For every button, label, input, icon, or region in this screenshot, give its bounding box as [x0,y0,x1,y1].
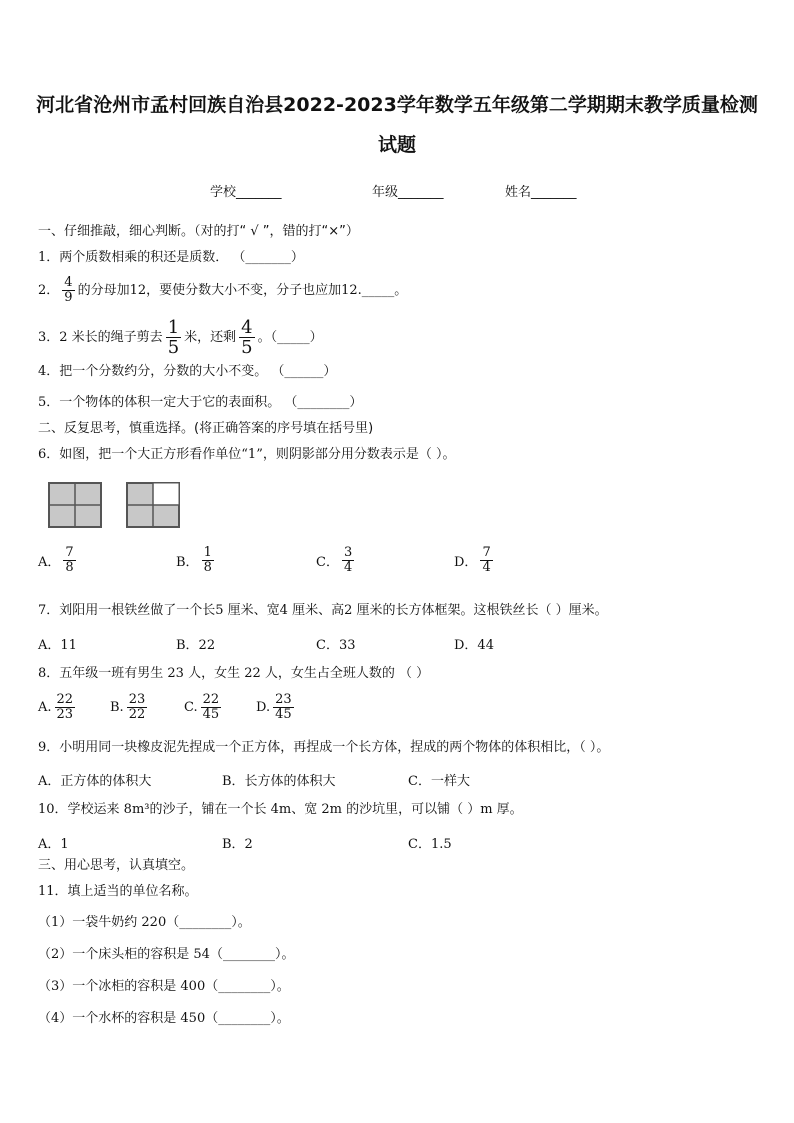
q6-b-den: 8 [203,560,212,575]
q6-figure-full [48,482,102,528]
q7-option-a: A．11 [38,638,77,653]
q8-d-label: D. [256,700,271,715]
grade-field: 年级_______ [372,185,444,200]
q3-mid: 米，还剩 [184,329,237,345]
q2-text: 的分母加12，要使分数大小不变，分子也应加12._____。 [77,282,408,298]
q8-option-d [256,693,297,722]
q2-frac-num: 4 [64,275,73,290]
q2-fraction [62,276,74,305]
section1-heading: 一、仔细推敲，细心判断。（对的打“ √ ”，错的打“×”） [38,224,359,239]
q6-option-a [38,546,79,575]
q8-option-c [184,693,224,722]
question-3 [38,318,323,357]
q3-f2-num: 4 [241,317,253,338]
question-11-sub3: （3）一个冰柜的容积是 400（________）。 [38,979,290,994]
question-2 [38,276,407,305]
q3-f1-den: 5 [167,337,180,358]
q8-b-num: 23 [128,692,146,707]
q2-prefix: 2． [38,282,60,298]
q6-b-label: B． [176,555,199,570]
q8-b-frac [127,693,148,722]
q6-fig2-white-cell [153,483,179,505]
q2-frac-den: 9 [64,290,73,305]
q3-f2-den: 5 [241,337,253,358]
section2-heading: 二、反复思考，慎重选择。(将正确答案的序号填在括号里) [38,421,374,436]
q8-b-label: B. [110,700,124,715]
q8-option-a [38,693,78,722]
q7-option-c: C．33 [316,638,356,653]
q6-a-frac [63,546,75,575]
question-11: 11．填上适当的单位名称。 [38,884,198,899]
q8-c-label: C. [184,700,198,715]
q6-a-den: 8 [65,560,74,575]
q3-suffix: 。（_____） [257,329,323,345]
q8-c-frac [201,693,222,722]
q8-d-den: 45 [275,707,292,722]
q6-option-d [454,546,496,575]
question-7: 7．刘阳用一根铁丝做了一个长5 厘米、宽4 厘米、高2 厘米的长方体框架。这根铁丝长（ ）厘米。 [38,603,608,618]
q3-fraction-1 [166,318,181,357]
q9-option-a: A．正方体的体积大 [38,774,152,789]
q3-fraction-2 [239,318,254,357]
name-field: 姓名_______ [505,185,577,200]
q8-c-num: 22 [202,692,220,707]
question-5: 5．一个物体的体积一定大于它的表面积。 （________） [38,395,363,410]
q6-c-label: C． [316,555,339,570]
q8-a-label: A. [38,700,52,715]
q10-option-a: A．1 [38,837,69,852]
q6-c-frac [342,546,354,575]
q3-f1-num: 1 [167,317,180,338]
q6-b-num: 1 [203,545,212,560]
exam-title-line1: 河北省沧州市孟村回族自治县2022-2023学年数学五年级第二学期期末教学质量检测 [36,94,758,116]
question-4: 4．把一个分数约分，分数的大小不变。 （______） [38,364,337,379]
question-8: 8．五年级一班有男生 23 人，女生 22 人，女生占全班人数的 （ ） [38,666,430,681]
question-10: 10．学校运来 8m³的沙子，铺在一个长 4m、宽 2m 的沙坑里，可以铺（ ）m 厚。 [38,802,523,817]
section3-heading: 三、用心思考，认真填空。 [38,858,195,873]
exam-title-line2: 试题 [377,134,416,156]
q6-c-num: 3 [343,545,353,560]
question-1: 1．两个质数相乘的积还是质数． （_______） [38,250,304,265]
question-11-sub1: （1）一袋牛奶约 220（________）。 [38,915,251,930]
q8-a-den: 23 [56,707,74,722]
q6-d-den: 4 [482,560,491,575]
school-field: 学校_______ [210,185,282,200]
question-11-sub2: （2）一个床头柜的容积是 54（________）。 [38,947,295,962]
q8-d-frac [273,693,294,722]
question-9: 9．小明用同一块橡皮泥先捏成一个正方体，再捏成一个长方体，捏成的两个物体的体积相比，（ ）。 [38,740,610,755]
q6-figure-partial [126,482,180,528]
q10-option-c: C．1.5 [408,837,452,852]
q7-option-b: B．22 [176,638,216,653]
q8-d-num: 23 [275,692,292,707]
q7-option-d: D．44 [454,638,494,653]
q8-c-den: 45 [202,707,220,722]
q10-option-b: B．2 [222,837,253,852]
q6-d-frac [480,546,492,575]
q6-b-frac [202,546,214,575]
q6-option-c [316,546,357,575]
q8-option-b [110,693,150,722]
q6-option-b [176,546,217,575]
q6-a-label: A． [38,555,61,570]
question-6: 6．如图，把一个大正方形看作单位“1”，则阴影部分用分数表示是（ ）。 [38,447,456,462]
q6-c-den: 4 [343,560,353,575]
q9-option-b: B．长方体的体积大 [222,774,336,789]
q3-prefix: 3．2 米长的绳子剪去 [38,329,163,345]
question-11-sub4: （4）一个水杯的容积是 450（________）。 [38,1011,290,1026]
q6-d-label: D． [454,555,478,570]
q6-a-num: 7 [65,545,74,560]
q9-option-c: C．一样大 [408,774,470,789]
q8-a-num: 22 [56,692,74,707]
q6-d-num: 7 [482,545,491,560]
q8-b-den: 22 [128,707,146,722]
q8-a-frac [55,693,76,722]
